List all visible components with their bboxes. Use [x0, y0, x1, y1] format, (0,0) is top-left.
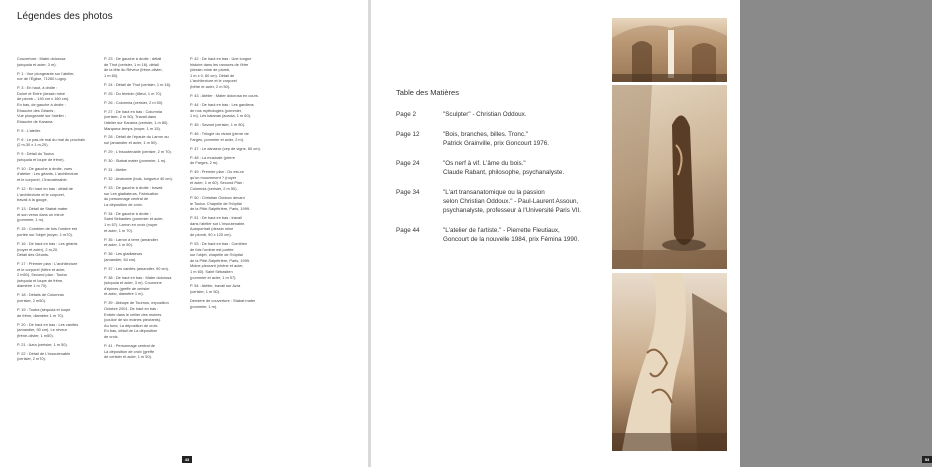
photo-caption: P. 9 : Détail du Touba (séquoia et loupe de frêne).	[17, 151, 65, 162]
toc-page-number: Page 2	[396, 111, 416, 118]
photo-caption: P. 3 : En haut, à droite : Dolori et Entre (dessin mine de plomb – 140 cm x 160 cm). En bas, de gauche à droite : Ebauche des Géants ; Vue plongeante sur l'atelier ; Ebauche de Karama.	[17, 85, 70, 124]
photo-sculpture-detail	[612, 273, 727, 451]
page-title: Légendes des photos	[17, 11, 113, 22]
photo-caption: P. 12 : En haut en bas : détail de L'architecture et le corporel, travail à la gouge.	[17, 186, 73, 203]
photo-caption: P. 31 : Atelier.	[104, 167, 128, 173]
toc-entry	[396, 226, 606, 244]
toc-title: Table des Matières	[396, 88, 459, 97]
photo-caption: P. 42 : De haut en bas : Une longue histoire dans les ramures de l'être (dessin mine de plomb, 1 m x 0, 60 cm). Détail de L'architecture et le corporel (hêtre et acier, 2 m 50).	[190, 56, 252, 89]
toc-entry-text: "L'atelier de l'artiste." - Pierrette Fleutiaux, Goncourt de la nouvelle 1984, prix Fémina 1990.	[443, 227, 580, 243]
photo-atelier-interior	[612, 18, 727, 82]
photo-caption: P. 43 : Atelier : Mater dolorosa en cours.	[190, 92, 259, 98]
photo-caption: P. 16 : De haut en bas : Les géants (noyer et acier), 2 m,20. Détail des Géants.	[17, 240, 78, 258]
photo-caption: P. 27 : De haut en bas : Columnia (cerisier, 2 m 50). Travail dans l'atelier sur Karama (cerisier, 1 m 80). Marqueur-temps (noyer, 1 m 15).	[104, 108, 169, 131]
photo-caption: P. 32 : Anatomie (buis, longueur 40 cm).	[104, 176, 173, 182]
photo-caption: P. 49 : Premier plan : Ou est-ce qu'un mouvement ? (noyer et acier, 1 m 60). Second Plan : Columnia (cerisier, 2 m 50).	[190, 169, 245, 192]
photo-caption: P. 10 : De gauche à droite, vues d'atelier : Les géants, L'architecture et le corporel, L'insoutenable.	[17, 165, 79, 183]
photo-caption: P. 51 : De haut en bas : travail dans l'atelier sur L'insoutenable. Autoportrait (dessin mine de plomb, 90 x 120 cm).	[190, 215, 246, 237]
caption-column-3	[190, 56, 268, 313]
toc-list	[396, 110, 606, 244]
photo-caption: P. 50 : Christian Oddoux devant le Touba. Chapelle de l'hôpital de la Pitié-Salpêtrière, Paris, 1999.	[190, 195, 251, 212]
photo-caption: P. 13 : Détail de Stabat mater et son verso dans un miroir (pommier, 1 m).	[17, 206, 68, 223]
photo-caption: P. 29 : L'insoutenable (cerisier, 2 m 70).	[104, 149, 172, 155]
photo-caption: P. 23 : De gauche à droite : détail de Thot (cerisier, 1 m 16), détail de la tête du Rêveur (frêne-olivier, 1 m 60).	[104, 56, 163, 78]
photo-caption: P. 28 : Détail de l'épaule du Larron au sol (amandier et acier, 1 m 50).	[104, 134, 169, 146]
photo-caption: P. 25 : Du féminin (tilleul, 1 m 70).	[104, 90, 163, 96]
photo-caption: P. 33 : De gauche à droite : travail sur Les gladiateurs. Fabrication du personnage central de La déposition de croix.	[104, 185, 163, 207]
photo-caption: P. 17 : Premier plan : L'architecture et le corporel (hêtre et acier, 2 m50). Second plan : Touba (séquoia et loupe de frêne, diamètre 1 m 70).	[17, 261, 78, 289]
left-page	[0, 0, 368, 467]
photo-caption: P. 5 : L'atelier.	[17, 127, 42, 133]
toc-entry-text: "Sculpter" - Christian Oddoux.	[443, 111, 527, 118]
photo-caption: P. 48 : La musicale (pierre de Farges, 2 m).	[190, 154, 235, 166]
page-number-left: 43	[182, 456, 192, 463]
photo-caption: P. 26 : Columnia (cerisier, 2 m 50).	[104, 99, 164, 105]
photo-caption: P. 41 : Personnage central de La déposition de croix (greffe de cerisier et acier, 1 m 50).	[104, 342, 155, 360]
photo-caption: P. 35 : Larron à terre (amandier et acier, 1 m 50).	[104, 236, 158, 248]
photo-caption: P. 19 : Touba (séquoia et loupe de frêne, diamètre 1 m 70).	[17, 307, 71, 318]
toc-page-number: Page 34	[396, 189, 420, 196]
photo-caption: P. 6 : Le pas de mal du mal du prochain (2 m,30 x 1 m,20).	[17, 136, 86, 148]
photo-caption: P. 38 : De haut en bas : Mater dolorosa (séquoia et acier, 3 m). Couronne d'épines (greffe de cerisier et acier, diamètre 1 m).	[104, 274, 172, 297]
toc-page-number: Page 44	[396, 227, 420, 234]
photo-caption: P. 1 : Vue plongeante sur l'atelier, rue de l'Église, 71260 Lugny.	[17, 70, 75, 82]
photo-caption: P. 36 : Les gladiateurs (amandier, 64 cm).	[104, 251, 143, 262]
toc-entry	[396, 159, 606, 177]
caption-column-1	[17, 56, 92, 365]
photo-caption: Dernière de couverture : Stabat mater (pommier, 1 m).	[190, 298, 256, 309]
photo-caption: P. 34 : De gauche à droite : Saint Sébastien (pommier et acier, 1 m 57). Larron en croix (noyer et acier, 1 m 70).	[104, 210, 164, 233]
toc-entry-text: "L'art transanatomique ou la passion selon Christian Oddoux." - Paul-Laurent Assoun, psychanalyste, professeur à l'Université Paris VII.	[443, 189, 582, 214]
toc-entry	[396, 110, 606, 119]
toc-entry-text: "Bois, branches, billes. Tronc." Patrick Grainville, prix Goncourt 1976.	[443, 131, 550, 147]
photo-caption: P. 39 : Abbaye de Tournus, exposition Octobre 2001. De haut en bas : Entrée dans le cellier des moines (couloir de six moines pleurants). Au fond, La déposition de croix. En bas, détail de La déposition de croix.	[104, 300, 169, 339]
toc-entry-text: "Os nerf à vif. L'âme du bois." Claude Rabant, philosophe, psychanalyste.	[443, 160, 565, 176]
page-number-right: 53	[922, 456, 932, 463]
photo-caption: P. 53 : De haut en bas : Combien de fois l'ombre est portée sur l'objet, chapelle de l'hôpital de la Pitié-Salpêtrière, Paris, 1999. Moine pleurant (chêne et acier, 1 m 60). Saint Sébastien (pommier et acier, 1 m 57).	[190, 240, 251, 280]
photo-caption: P. 20 : De haut en bas : Les vanités (amandier, 90 cm). Le réveur (frêne-olivier, 1 m50).	[17, 321, 79, 338]
photo-caption: P. 18 : Détails de Columnia (cerisier, 2 m50).	[17, 292, 64, 304]
caption-column-2	[104, 56, 180, 363]
photo-caption: P. 15 : Combien de fois l'ombre est portée sur l'objet (noyer, 1 m70).	[17, 226, 77, 237]
photo-caption: Couverture : Mater dolorosa (séquoia et acier, 3 m).	[17, 56, 66, 67]
photo-sculpture-standing	[612, 85, 727, 269]
photo-caption: P. 46 : Trilogie du vivant (pierre de Farges, pommier et acier, 2 m).	[190, 131, 249, 142]
toc-page-number: Page 12	[396, 131, 420, 138]
photo-caption: P. 21 : Azra (cerisier, 1 m 50).	[17, 341, 68, 347]
toc-entry	[396, 188, 606, 215]
toc-entry	[396, 130, 606, 148]
photo-caption: P. 30 : Stabat mater (pommier, 1 m).	[104, 158, 167, 164]
photo-caption: P. 22 : Détail de L'insoutenable (cerisier, 2 m70).	[17, 350, 71, 362]
photo-caption: P. 24 : Détail de Thot (cerisier, 1 m 16).	[104, 81, 172, 87]
toc-page-number: Page 24	[396, 160, 420, 167]
photo-caption: P. 45 : Savant (cerisier, 1 m 80).	[190, 122, 246, 128]
table-of-contents	[396, 88, 606, 255]
photo-caption: P. 44 : De haut en bas : Les gardiens de nos mythologies (pommier, 1 m). Les katanas (acacia, 1 m 60).	[190, 101, 254, 119]
photo-caption: P. 37 : Les vanités (amandier, 90 cm).	[104, 265, 170, 271]
photo-caption: P. 47 : Le danseur (cep de vigne, 60 cm).	[190, 145, 261, 151]
photo-caption: P. 54 : Atelier, travail sur Azra (cerisier, 1 m 50).	[190, 283, 241, 295]
